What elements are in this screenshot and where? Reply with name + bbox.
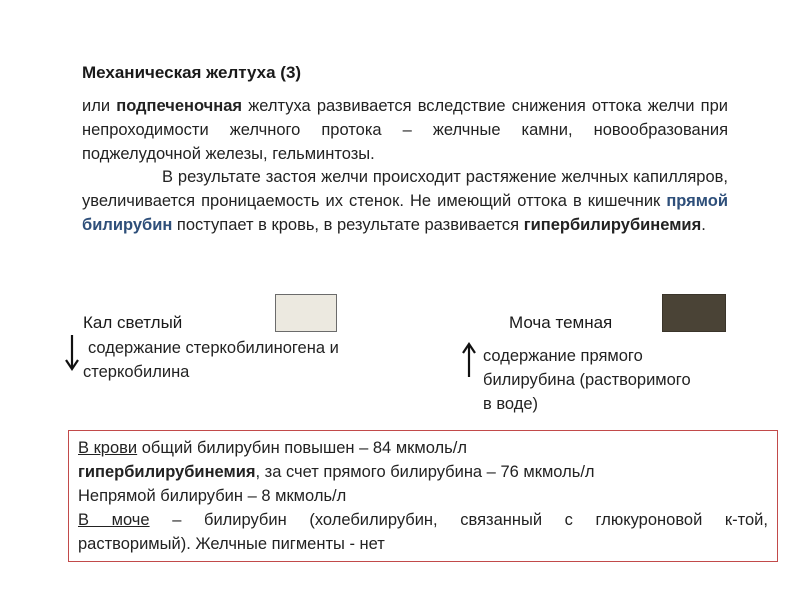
lab-direct-bilirubin: , за счет прямого билирубина – 76 мкмоль/л <box>255 463 595 481</box>
stool-note-line-1: содержание стеркобилиногена и <box>88 339 339 357</box>
down-arrow-icon <box>64 334 80 372</box>
lab-line-urine <box>78 508 768 532</box>
para1-text-2: желтуха развивается вследствие снижения оттока желчи при непроходимости желчного протока – желчные камни, новообразования поджелудочной железы, гельминтозы. <box>82 97 728 163</box>
para2-text-1: В результате застоя желчи происходит растяжение желчных капилляров, увеличивается проницаемость их стенок. Не имеющий оттока в кишечник <box>82 168 728 210</box>
paragraph-definition <box>82 94 728 166</box>
lab-label-blood: В крови <box>78 439 138 457</box>
lab-line-indirect: Непрямой билирубин – 8 мкмоль/л <box>78 487 347 505</box>
lab-term-hyperbilirubinemia: гипербилирубинемия <box>78 463 256 481</box>
para2-term-direct-bilirubin: прямой билирубин <box>82 192 728 234</box>
lab-total-bilirubin: общий билирубин повышен – 84 мкмоль/л <box>141 439 467 457</box>
para2-text-2: поступает в кровь, в результате развивается <box>176 216 520 234</box>
lab-line-pigments: растворимый). Желчные пигменты - нет <box>78 535 385 553</box>
lab-line-hyperbilirubinemia <box>78 460 768 484</box>
paragraph-mechanism <box>82 165 728 237</box>
para1-text-1: или <box>82 97 111 115</box>
urine-note-line-1: содержание прямого <box>483 347 643 365</box>
urine-color-swatch <box>662 294 726 332</box>
lab-urine-bilirubin: – билирубин (холебилирубин, связанный с глюкуроновой к-той, <box>172 511 768 529</box>
stool-color-swatch <box>275 294 337 332</box>
stool-label: Кал светлый <box>83 313 183 332</box>
lab-label-urine: В моче <box>78 511 150 529</box>
urine-note-line-2: билирубина (растворимого <box>483 371 691 389</box>
slide-title: Механическая желтуха (3) <box>82 63 302 82</box>
para2-term-hyperbilirubinemia: гипербилирубинемия <box>523 216 702 234</box>
stool-note-line-2: стеркобилина <box>83 363 190 381</box>
up-arrow-icon <box>461 342 477 378</box>
urine-label: Моча темная <box>509 313 613 332</box>
lab-line-blood <box>78 436 768 460</box>
para2-text-end: . <box>701 216 706 234</box>
para1-term-subhepatic: подпеченочная <box>116 97 243 115</box>
urine-note-line-3: в воде) <box>483 395 539 413</box>
